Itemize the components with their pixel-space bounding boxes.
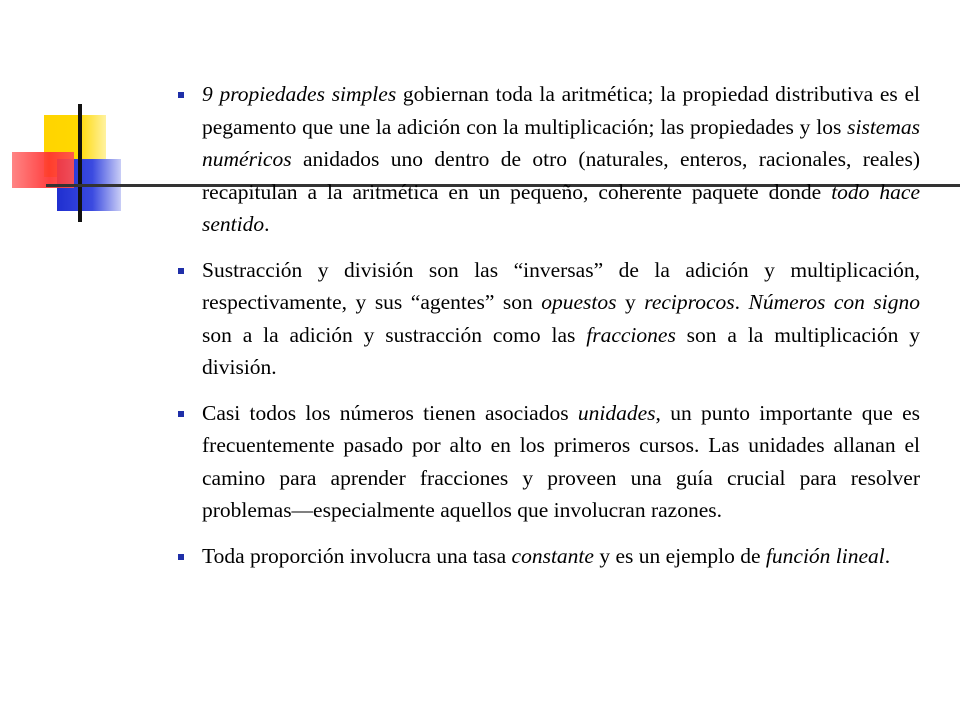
bullet-item-4 bbox=[176, 540, 920, 573]
bullet-text-2 bbox=[202, 254, 920, 384]
bullet-text-1 bbox=[202, 78, 920, 241]
bullet-text-4 bbox=[202, 540, 920, 573]
vertical-rule-decoration bbox=[78, 104, 82, 222]
italic-text-run: 9 propiedades simples bbox=[202, 82, 397, 106]
bullet-text-3 bbox=[202, 397, 920, 527]
text-run: Toda proporción involucra una tasa bbox=[202, 543, 512, 568]
bullet-item-3 bbox=[176, 397, 920, 527]
italic-text-run: Números con signo bbox=[748, 290, 921, 314]
square-bullet-icon bbox=[178, 554, 184, 560]
text-run: , un punto importante que es frecuentemente pasado por alto en los primeros cursos. Las unidades allanan el camino para aprender fracciones y proveen una guía crucial para resolver problemas—especialmente aquellos que involucran razones. bbox=[202, 400, 920, 522]
text-run: son a la multiplicación y división. bbox=[202, 322, 921, 379]
text-run: y bbox=[616, 290, 645, 314]
square-bullet-icon bbox=[178, 268, 184, 274]
text-run: gobiernan toda la aritmética; la propiedad distributiva es el pegamento que une la adición con la multiplicación; las propiedades y los bbox=[202, 82, 920, 139]
text-run: son a la adición y sustracción como las bbox=[202, 322, 587, 347]
italic-text-run: reciprocos bbox=[644, 290, 735, 314]
text-run: Casi todos los números tienen asociados bbox=[202, 400, 578, 425]
italic-text-run: función lineal bbox=[765, 543, 885, 568]
text-run: . bbox=[264, 212, 270, 236]
square-bullet-icon bbox=[178, 411, 184, 417]
italic-text-run: unidades bbox=[577, 400, 656, 425]
italic-text-run: opuestos bbox=[541, 290, 617, 314]
text-run: . bbox=[884, 543, 891, 568]
italic-text-run: constante bbox=[511, 543, 594, 568]
bullet-item-1 bbox=[176, 78, 920, 241]
square-bullet-icon bbox=[178, 92, 184, 98]
italic-text-run: sistemas numéricos bbox=[202, 114, 920, 171]
italic-text-run: fracciones bbox=[586, 322, 676, 347]
italic-text-run: todo hace sentido bbox=[202, 179, 920, 236]
red-square-decoration bbox=[12, 152, 74, 188]
slide-bullet-list bbox=[176, 78, 920, 585]
text-run: y es un ejemplo de bbox=[593, 543, 766, 568]
bullet-item-2 bbox=[176, 254, 920, 384]
text-run: anidados uno dentro de otro (naturales, enteros, racionales, reales) recapitulan a la aritmética en un pequeño, coherente paquete donde bbox=[202, 147, 920, 204]
text-run: Sustracción y división son las “inversas” de la adición y multiplicación, respectivamente, y sus “agentes” son bbox=[202, 257, 920, 314]
text-run: . bbox=[734, 290, 749, 314]
